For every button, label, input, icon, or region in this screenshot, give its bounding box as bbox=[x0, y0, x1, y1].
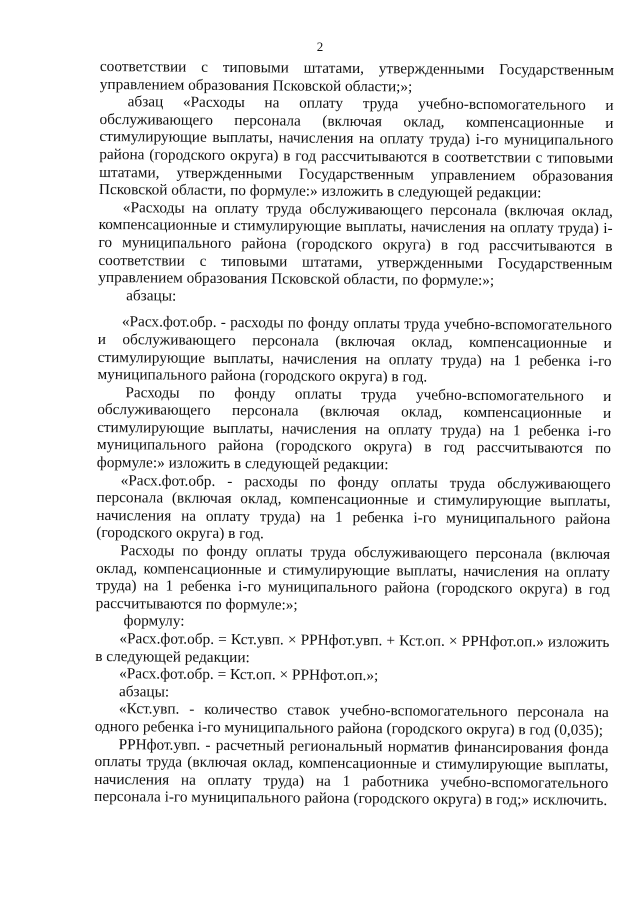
paragraph: соответствии с типовыми штатами, утвержденными Государственным управлением образования Псковской области;»; bbox=[99, 58, 614, 96]
paragraph: «Расх.фот.обр. = Кст.увп. × РРНфот.увп. + Кст.оп. × РРНфот.оп.» изложить в следующей редакции: bbox=[95, 630, 610, 666]
paragraph: формулу: bbox=[123, 612, 185, 631]
paragraph: «Расх.фот.обр. - расходы по фонду оплаты труда обслуживающего персонала (включая оклад, компенсационные и стимулирующие выплаты, начисления на оплату труда) на 1 ребенка i-го муниципального района (городского округа) в год. bbox=[96, 471, 611, 543]
paragraph: «Расх.фот.обр. = Кст.оп. × РРНфот.оп.»; bbox=[119, 665, 379, 685]
paragraph: Расходы по фонду оплаты труда учебно-вспомогательного и обслуживающего персонала (включая оклад, компенсационные и стимулирующие выплаты, начисления на оплату труда) на 1 ребенка i-го муниципального района (городского округа) в год рассчитываются по формуле:» изложить в следующей редакции: bbox=[96, 383, 612, 474]
paragraph: абзацы: bbox=[126, 286, 177, 305]
paragraph: «Кст.увп. - количество ставок учебно-вспомогательного персонала на одного ребенка i-го муниципального района (городского округа) в год (0,035); bbox=[94, 700, 609, 739]
paragraph: абзацы: bbox=[118, 682, 170, 701]
paragraph: «Расходы на оплату труда обслуживающего персонала (включая оклад, компенсационные и стимулирующие выплаты, начисления на оплату труда) i-го муниципального района (городского округа) в год рассчитываются в соответствии с типовыми штатами, утвержденными Государственным управлением образования Псковской области, по формуле:»; bbox=[98, 198, 613, 290]
document-body bbox=[94, 58, 614, 810]
paragraph: «Расх.фот.обр. - расходы по фонду оплаты труда учебно-вспомогательного и обслуживающего персонала (включая оклад, компенсационные и стимулирующие выплаты, начисления на оплату труда) на 1 ребенка i-го муниципального района (городского округа) в год. bbox=[97, 313, 612, 386]
page-number: 2 bbox=[316, 39, 324, 54]
paragraph: Расходы по фонду оплаты труда обслуживающего персонала (включая оклад, компенсационные и стимулирующие выплаты, начисления на оплату труда) на 1 ребенка i-го муниципального района (городского округа) в год рассчитываются по формуле:»; bbox=[95, 542, 611, 614]
paragraph: абзац «Расходы на оплату труда учебно-вспомогательного и обслуживающего персонала (включая оклад, компенсационные и стимулирующие выплаты, начисления на оплату труда) i-го муниципального района (городского округа) в год рассчитываются в соответствии с типовыми штатами, утвержденными Государственным управлением образования Псковской области, по формуле:» изложить в следующей редакции: bbox=[98, 93, 614, 202]
paragraph: РРНфот.увп. - расчетный региональный норматив финансирования фонда оплаты труда (включая оклад, компенсационные и стимулирующие выплаты, начисления на оплату труда) на 1 работника учебно-вспомогательного персонала i-го муниципального района (городского округа) в год;» исключить. bbox=[94, 735, 609, 810]
